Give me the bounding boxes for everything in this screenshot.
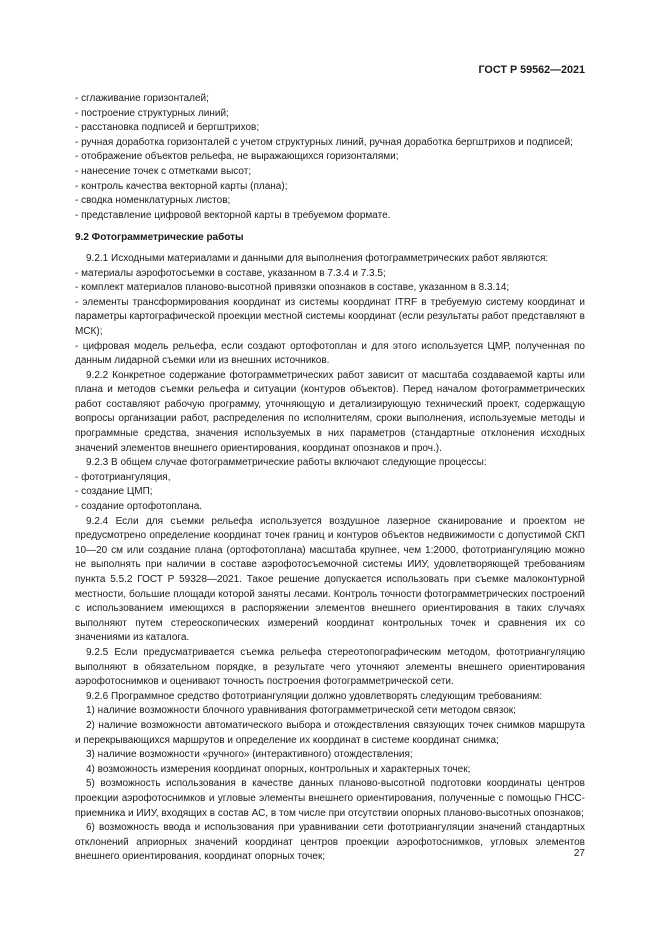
- paragraph: 9.2.4 Если для съемки рельефа используется воздушное лазерное сканирование и проектом не предусмотрено определение координат точек границ и контуров объектов недвижимости с допустимой СКП 10—20 см или создание плана (ортофотоплана) масштаба крупнее, чем 1:2000, фототриангуляцию можно не выполнять при наличии в составе аэрофотосъемочной системы ИИУ, удовлетворяющей требованиям пункта 5.5.2 ГОСТ Р 59328—2021. Такое решение допускается использовать при съемке малоконтурной местности, большие площади которой заняты лесами. Контроль точности фотограмметрических построений с использованием имеющихся в распоряжении элементов внешнего ориентирования в таких случаях выполняют путем стереоскопических измерений координат контрольных точек и сравнения их со значениями из каталога.: [75, 515, 585, 644]
- list-item: 2) наличие возможности автоматического выбора и отождествления связующих точек снимков маршрута и перекрывающихся маршрутов и определение их координат в системе координат снимка;: [75, 719, 585, 746]
- paragraph: 9.2.2 Конкретное содержание фотограмметрических работ зависит от масштаба создаваемой карты или плана и методов съемки рельефа и ситуации (контуров объектов). Перед началом фотограмметрических работ составляют рабочую программу, уточняющую и детализирующую технический проект, содержащую вопросы организации работ, распределения по исполнителям, сроки выполнения, используемые методы и программные средства, значения используемых в них параметров (стандартные отклонения исходных значений элементов внешнего ориентирования, координат опознаков и проч.).: [75, 369, 585, 454]
- list-item: - расстановка подписей и бергштрихов;: [75, 122, 260, 134]
- page-number: 27: [573, 848, 585, 859]
- paragraph: 9.2.1 Исходными материалами и данными для выполнения фотограмметрических работ являются:: [86, 252, 549, 264]
- list-item: - отображение объектов рельефа, не выражающихся горизонталями;: [75, 151, 399, 163]
- list-item: - ручная доработка горизонталей с учетом структурных линий, ручная доработка бергштрихов и подписей;: [75, 136, 573, 148]
- list-item: - создание ЦМП;: [75, 486, 153, 498]
- list-item: - элементы трансформирования координат из системы координат ITRF в требуемую систему координат и параметры картографической проекции местной системы координат (если результаты работ представляют в МСК);: [75, 296, 585, 337]
- list-item: 6) возможность ввода и использования при уравнивании сети фототриангуляции значений стандартных отклонений априорных значений координат центров проекции аэрофотоснимков, угловых элементов внешнего ориентирования, координат опорных точек;: [75, 822, 585, 863]
- document-body: [75, 92, 585, 865]
- list-item: - представление цифровой векторной карты в требуемом формате.: [75, 209, 391, 221]
- paragraph: 9.2.6 Программное средство фототриангуляции должно удовлетворять следующим требованиям:: [86, 690, 543, 702]
- list-item: - фототриангуляция,: [75, 471, 171, 483]
- list-item: - цифровая модель рельефа, если создают ортофотоплан и для этого используется ЦМР, полученная по данным лидарной съемки или из внешних источников.: [75, 340, 585, 367]
- list-item: 4) возможность измерения координат опорных, контрольных и характерных точек;: [86, 763, 471, 775]
- list-item: - сводка номенклатурных листов;: [75, 195, 231, 207]
- list-item: - контроль качества векторной карты (плана);: [75, 180, 288, 192]
- list-item: - построение структурных линий;: [75, 107, 229, 119]
- list-item: 3) наличие возможности «ручного» (интерактивного) отождествления;: [86, 749, 413, 761]
- list-item: - нанесение точек с отметками высот;: [75, 165, 252, 177]
- document-header: ГОСТ Р 59562—2021: [478, 64, 585, 76]
- list-item: - сглаживание горизонталей;: [75, 93, 209, 104]
- list-item: 5) возможность использования в качестве данных планово-высотной подготовки координаты центров проекции аэрофотоснимков и угловые элементы внешнего ориентирования, полученные с помощью ГНСС-приемника и ИИУ, входящих в состав АС, в том числе при отсутствии опорных планово-высотных опознаков;: [75, 778, 585, 819]
- paragraph: 9.2.5 Если предусматривается съемка рельефа стереотопографическим методом, фототриангуляцию выполняют в обязательном порядке, в результате чего уточняют элементы внешнего ориентирования аэрофотоснимков и оценивают точность построения фотограмметрической сети.: [75, 646, 585, 688]
- list-item: - комплект материалов планово-высотной привязки опознаков в составе, указанном в 8.3.14;: [75, 282, 510, 294]
- list-item: - создание ортофотоплана.: [75, 501, 203, 513]
- list-item: 1) наличие возможности блочного уравнивания фотограмметрической сети методом связок;: [86, 705, 516, 717]
- list-item: - материалы аэрофотосъемки в составе, указанном в 7.3.4 и 7.3.5;: [75, 267, 386, 279]
- section-heading: 9.2 Фотограмметрические работы: [75, 232, 244, 244]
- paragraph: 9.2.3 В общем случае фотограмметрические работы включают следующие процессы:: [86, 457, 487, 469]
